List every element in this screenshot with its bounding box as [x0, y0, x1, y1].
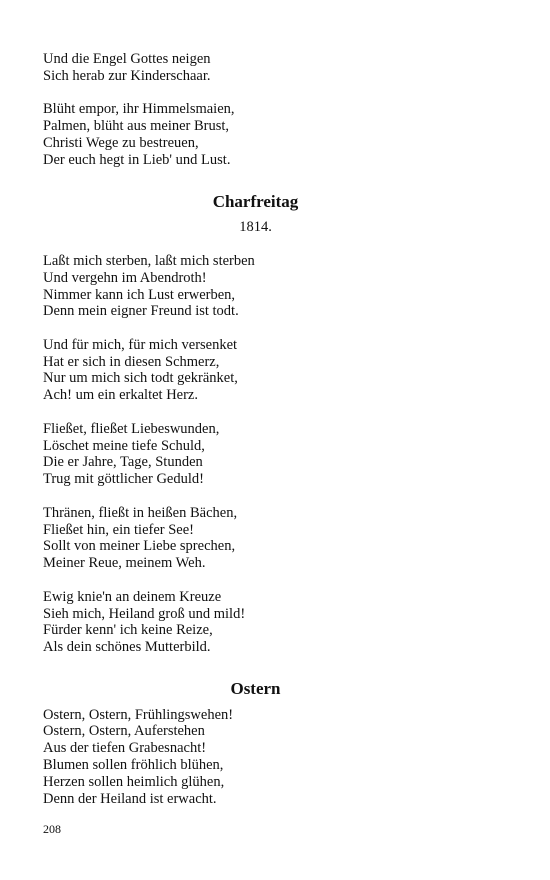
verse-line: Nimmer kann ich Lust erwerben, [43, 287, 236, 303]
verse-line: Löschet meine tiefe Schuld, [43, 438, 205, 454]
verse-line: Sich herab zur Kinderschaar. [43, 68, 211, 84]
verse-line: Ewig knie'n an deinem Kreuze [43, 589, 222, 605]
verse-line: Sieh mich, Heiland groß und mild! [43, 606, 246, 622]
verse-line: Als dein schönes Mutterbild. [43, 639, 211, 655]
verse-line: Die er Jahre, Tage, Stunden [43, 454, 203, 470]
verse-line: Fließet, fließet Liebeswunden, [43, 421, 220, 437]
verse-line: Und die Engel Gottes neigen [43, 51, 211, 67]
verse-line: Hat er sich in diesen Schmerz, [43, 354, 220, 370]
verse-line: Laßt mich sterben, laßt mich sterben [43, 253, 255, 269]
verse-line: Meiner Reue, meinem Weh. [43, 555, 206, 571]
verse-line: Fließet hin, ein tiefer See! [43, 522, 194, 538]
page-number: 208 [43, 822, 61, 836]
verse-line: Palmen, blüht aus meiner Brust, [43, 118, 230, 134]
verse-line: Ostern, Ostern, Auferstehen [43, 723, 205, 739]
verse-line: Trug mit göttlicher Geduld! [43, 471, 204, 487]
verse-line: Christi Wege zu bestreuen, [43, 135, 199, 151]
verse-line: Denn mein eigner Freund ist todt. [43, 303, 239, 319]
verse-line: Blumen sollen fröhlich blühen, [43, 757, 224, 773]
poem-title: Ostern [230, 679, 281, 698]
verse-line: Thränen, fließt in heißen Bächen, [43, 505, 238, 521]
verse-line: Ach! um ein erkaltet Herz. [43, 387, 198, 403]
verse-line: Nur um mich sich todt gekränket, [43, 370, 238, 386]
verse-line: Fürder kenn' ich keine Reize, [43, 622, 213, 638]
verse-line: Herzen sollen heimlich glühen, [43, 774, 225, 790]
verse-line: Der euch hegt in Lieb' und Lust. [43, 152, 231, 168]
verse-line: Und für mich, für mich versenket [43, 337, 238, 353]
verse-line: Ostern, Ostern, Frühlingswehen! [43, 707, 234, 723]
verse-line: Und vergehn im Abendroth! [43, 270, 207, 286]
verse-line: Aus der tiefen Grabesnacht! [43, 740, 207, 756]
verse-line: Sollt von meiner Liebe sprechen, [43, 538, 236, 554]
poem-title: Charfreitag [212, 192, 299, 211]
verse-line: Denn der Heiland ist erwacht. [43, 791, 217, 807]
verse-line: Blüht empor, ihr Himmelsmaien, [43, 101, 235, 117]
poem-year: 1814. [239, 219, 272, 235]
